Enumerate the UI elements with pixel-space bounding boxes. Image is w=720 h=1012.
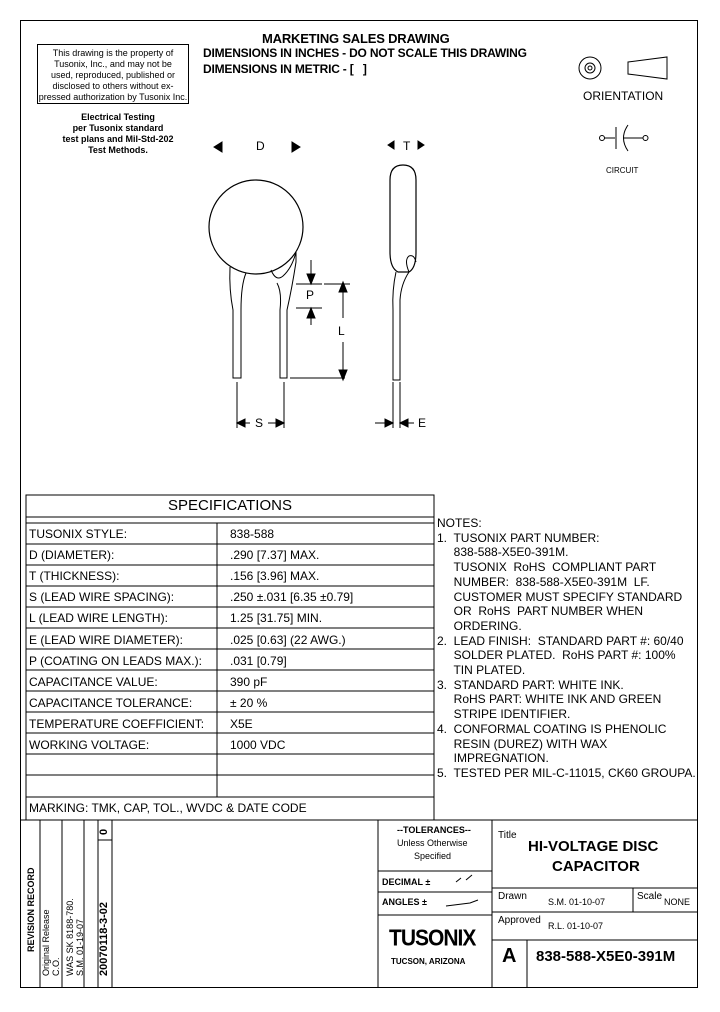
spec-row: [26, 650, 434, 671]
etest-line: test plans and Mil-Std-202: [62, 134, 174, 144]
header-title: MARKETING SALES DRAWING: [262, 31, 450, 46]
spec-label: TUSONIX STYLE:: [29, 527, 128, 541]
note-line: RESIN (DUREZ) WITH WAX: [437, 736, 608, 751]
note-line: 3. STANDARD PART: WHITE INK.: [437, 677, 624, 692]
circuit-label: CIRCUIT: [606, 166, 639, 175]
spec-label: D (DIAMETER):: [29, 548, 115, 563]
orientation-disc-center: [588, 66, 592, 70]
spec-row: [26, 734, 434, 755]
spec-value: ± 20 %: [230, 695, 268, 710]
decimal-label: DECIMAL ±: [382, 877, 431, 887]
note-line: TIN PLATED.: [437, 663, 526, 678]
orientation-disc-outer: [579, 57, 601, 79]
note-line: ORDERING.: [437, 618, 522, 633]
etest-line: Electrical Testing: [81, 112, 155, 122]
spec-value: .290 [7.37] MAX.: [230, 548, 320, 563]
spec-label: T (THICKNESS):: [29, 569, 120, 584]
drawing-size: A: [502, 945, 517, 967]
spec-label: S (LEAD WIRE SPACING):: [29, 590, 175, 605]
note-line: NUMBER: 838-588-X5E0-391M LF.: [437, 574, 650, 589]
property-line: This drawing is the property of: [52, 48, 174, 58]
spec-value: .156 [3.96] MAX.: [230, 569, 320, 584]
spec-label: CAPACITANCE VALUE:: [29, 674, 158, 689]
spec-label: L (LEAD WIRE LENGTH):: [29, 611, 168, 626]
orientation-label: ORIENTATION: [583, 89, 664, 103]
disc-front-view: [209, 180, 303, 274]
notes-section: [437, 516, 696, 781]
note-line: CUSTOMER MUST SPECIFY STANDARD: [437, 589, 683, 604]
scale-value: NONE: [664, 897, 691, 907]
revision-col2-line1: WAS SK 8188-780.: [65, 898, 75, 976]
property-line: disclosed to others without ex-: [52, 81, 174, 91]
scale-label: Scale: [637, 891, 663, 902]
spec-row: [26, 523, 434, 544]
note-line: STRIPE IDENTIFIER.: [437, 707, 571, 722]
part-number: 838-588-X5E0-391M: [536, 948, 676, 965]
dim-label-t: T: [403, 139, 411, 153]
revision-record-title: REVISION RECORD: [26, 867, 36, 952]
note-line: 838-588-X5E0-391M.: [437, 545, 569, 560]
spec-value: .031 [0.79]: [230, 653, 287, 668]
dim-label-l: L: [338, 324, 345, 338]
company-location: TUCSON, ARIZONA: [391, 957, 466, 966]
side-lead: [393, 272, 409, 380]
spec-row: [26, 692, 434, 713]
spec-row: [26, 629, 434, 650]
spec-value: 390 pF: [230, 674, 268, 689]
spec-value: X5E: [230, 716, 253, 731]
dim-label-d: D: [256, 139, 265, 153]
approved-label: Approved: [498, 915, 541, 926]
spec-row: [26, 565, 434, 586]
note-line: IMPREGNATION.: [437, 751, 549, 766]
note-line: 4. CONFORMAL COATING IS PHENOLIC: [437, 721, 667, 736]
tolerances-title: --TOLERANCES--: [397, 825, 471, 835]
spec-value: .025 [0.63] (22 AWG.): [230, 632, 346, 647]
property-line: used, reproduced, published or: [50, 70, 176, 80]
spec-label: P (COATING ON LEADS MAX.):: [29, 653, 202, 668]
dim-label-s: S: [255, 416, 264, 430]
spec-value: 838-588: [230, 527, 275, 541]
dim-label-e: E: [418, 416, 427, 430]
spec-label: E (LEAD WIRE DIAMETER):: [29, 632, 184, 647]
company-logo: TUSONIX: [389, 925, 476, 952]
left-lead: [230, 267, 246, 378]
revision-col1-line2: C.O.: [51, 957, 61, 976]
dim-label-p: P: [306, 288, 315, 302]
spec-row: [26, 544, 434, 565]
spec-row: [26, 671, 434, 692]
circuit-terminal-right: [643, 136, 648, 141]
revision-letter: 0: [98, 828, 110, 835]
header-dimensions-metric: DIMENSIONS IN METRIC - [ ]: [203, 62, 367, 76]
notes-title: NOTES:: [437, 516, 482, 530]
revision-col2-line2: S.M. 01-19-07: [75, 918, 85, 976]
etest-line: Test Methods.: [88, 145, 148, 155]
note-line: SOLDER PLATED. RoHS PART #: 100%: [437, 648, 676, 663]
revision-number: 20070118-3-02: [98, 901, 110, 976]
spec-value: 1.25 [31.75] MIN.: [230, 611, 323, 626]
note-line: 1. TUSONIX PART NUMBER:: [437, 530, 600, 545]
angles-label: ANGLES ±: [382, 897, 427, 907]
spec-label: TEMPERATURE COEFFICIENT:: [29, 716, 205, 731]
note-line: 2. LEAD FINISH: STANDARD PART #: 60/40: [437, 633, 684, 648]
drawn-label: Drawn: [498, 891, 527, 902]
spec-row: [26, 755, 434, 776]
orientation-disc-inner: [585, 63, 595, 73]
circuit-terminal-left: [600, 136, 605, 141]
orientation-side-shape: [628, 57, 667, 79]
property-line: Tusonix, Inc., and may not be: [54, 59, 172, 69]
note-line: OR RoHS PART NUMBER WHEN: [437, 604, 644, 619]
specifications-title: SPECIFICATIONS: [168, 497, 292, 514]
note-line: TUSONIX RoHS COMPLIANT PART: [437, 560, 657, 575]
approved-value: R.L. 01-10-07: [548, 921, 604, 931]
tolerances-line1: Unless Otherwise: [397, 838, 468, 848]
drawn-value: S.M. 01-10-07: [548, 897, 606, 907]
spec-value: .250 ±.031 [6.35 ±0.79]: [230, 590, 354, 605]
spec-label: CAPACITANCE TOLERANCE:: [29, 695, 193, 710]
spec-row: [26, 713, 434, 734]
spec-row: [26, 586, 434, 607]
tolerances-line2: Specified: [414, 851, 452, 861]
note-line: 5. TESTED PER MIL-C-11015, CK60 GROUPA.: [437, 765, 696, 780]
marking-line: MARKING: TMK, CAP, TOL., WVDC & DATE CODE: [29, 801, 307, 815]
spec-row: [26, 776, 434, 797]
note-line: RoHS PART: WHITE INK AND GREEN: [437, 692, 662, 707]
etest-line: per Tusonix standard: [72, 123, 164, 133]
title-label: Title: [498, 830, 517, 841]
spec-row: [26, 607, 434, 628]
header-dimensions-inches: DIMENSIONS IN INCHES - DO NOT SCALE THIS DRAWING: [203, 46, 527, 60]
property-line: pressed authorization by Tusonix Inc.: [38, 92, 188, 102]
revision-col1-line1: Original Release: [41, 909, 51, 976]
right-lead: [271, 252, 296, 378]
spec-label: WORKING VOLTAGE:: [29, 738, 150, 752]
spec-value: 1000 VDC: [230, 738, 286, 752]
drawing-title-line1: HI-VOLTAGE DISC: [528, 838, 659, 855]
drawing-title-line2: CAPACITOR: [552, 858, 640, 875]
